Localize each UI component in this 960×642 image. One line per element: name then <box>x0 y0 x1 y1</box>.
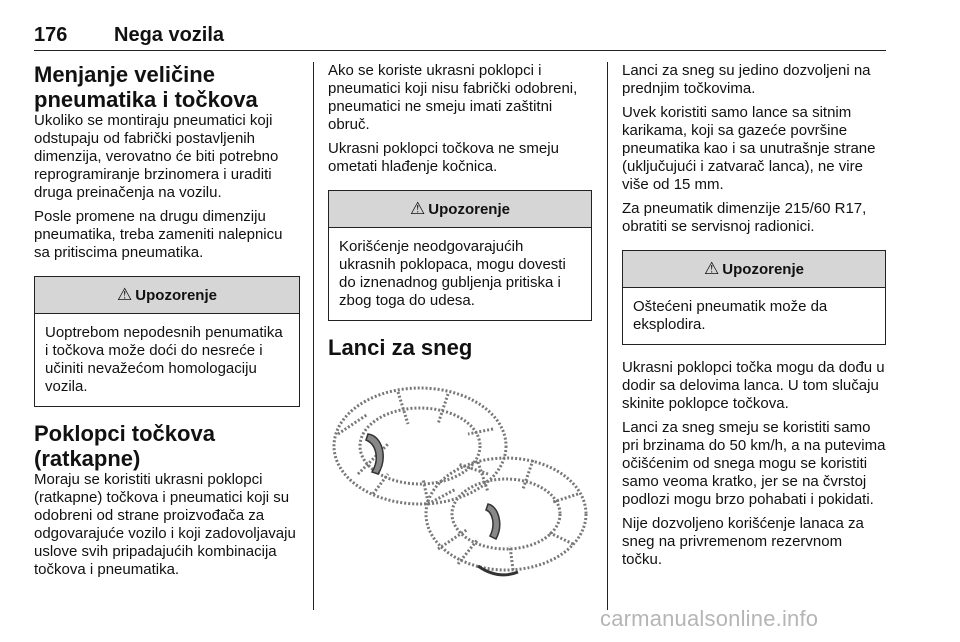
paragraph: Lanci za sneg su jedino dozvoljeni na prednjim točkovima. <box>622 62 871 97</box>
warning-title: Upozorenje <box>135 286 217 304</box>
column-divider-1 <box>313 62 314 610</box>
paragraph: Ukoliko se montiraju pneumatici koji odstupaju od fabrički postavljenih dimenzija, verovatno će biti potrebno reprogramiranje brzinomera i uraditi druga preinačenja na vozilu. <box>34 112 279 201</box>
paragraph: Ako se koriste ukrasni poklopci i pneumatici koji nisu fabrički odobreni, pneumatici ne smeju imati zaštitni obruč. <box>328 62 578 133</box>
column-divider-2 <box>607 62 608 610</box>
warning-triangle-icon: ⚠ <box>117 285 133 304</box>
warning-box <box>622 250 886 345</box>
warning-triangle-icon: ⚠ <box>410 199 426 218</box>
column-1 <box>34 62 300 579</box>
warning-header <box>35 277 299 314</box>
warning-triangle-icon: ⚠ <box>704 259 720 278</box>
paragraph: Za pneumatik dimenzije 215/60 R17, obratiti se servisnoj radionici. <box>622 200 867 235</box>
paragraph: Uvek koristiti samo lance sa sitnim karikama, koji sa gazeće površine pneumatika kao i sa unutrašnje strane (uključujući i zatvarač lanca), ne vire više od 15 mm. <box>622 104 876 193</box>
paragraph: Ukrasni poklopci točkova ne smeju ometati hlađenje kočnica. <box>328 140 559 175</box>
watermark: carmanualsonline.info <box>600 606 819 631</box>
section-title: Nega vozila <box>114 24 225 46</box>
column-3 <box>622 62 886 569</box>
warning-text: Uoptrebom nepodesnih penumatika i točkova može doći do nesreće i učiniti nevažećom homologaciju vozila. <box>45 324 283 395</box>
page-header <box>34 24 886 51</box>
paragraph: Moraju se koristiti ukrasni poklopci (ratkapne) točkova i pneumatici koji su odobreni od strane proizvođača za odgovarajuće vozilo i koji zadovoljavaju uslove svih pripadajućih kombinacija točkova i pneumatika. <box>34 471 296 578</box>
warning-title: Upozorenje <box>722 260 804 278</box>
paragraph: Lanci za sneg smeju se koristiti samo pri brzinama do 50 km/h, a na putevima očišćenim od snega mogu se koristiti samo veoma kratko, jer se na čvrstoj podlozi mogu brzo pohabati i pokidati. <box>622 419 886 508</box>
page-number: 176 <box>34 24 68 46</box>
paragraph: Posle promene na drugu dimenziju pneumatika, treba zameniti nalepnicu sa pritiscima pneumatika. <box>34 208 283 261</box>
warning-header <box>623 251 885 288</box>
paragraph: Nije dozvoljeno korišćenje lanaca za sneg na privremenom rezervnom točku. <box>622 515 864 568</box>
warning-text: Korišćenje neodgovarajućih ukrasnih poklopaca, mogu dovesti do iznenadnog gubljenja pritiska i zbog toga do udesa. <box>339 238 566 309</box>
warning-title: Upozorenje <box>428 200 510 218</box>
warning-text: Oštećeni pneumatik može da eksplodira. <box>633 298 828 333</box>
snow-chains-icon <box>328 374 592 582</box>
column-2 <box>328 62 592 582</box>
snow-chains-illustration <box>328 374 592 582</box>
warning-box <box>328 190 592 321</box>
heading-snow-chains: Lanci za sneg <box>328 335 473 360</box>
heading-tire-size-change: Menjanje veličine pneumatika i točkova <box>34 62 258 112</box>
warning-header <box>329 191 591 228</box>
paragraph: Ukrasni poklopci točka mogu da dođu u dodir sa delovima lanca. U tom slučaju skinite poklopce točkova. <box>622 359 885 412</box>
heading-wheel-covers: Poklopci točkova (ratkapne) <box>34 421 215 471</box>
warning-box <box>34 276 300 407</box>
